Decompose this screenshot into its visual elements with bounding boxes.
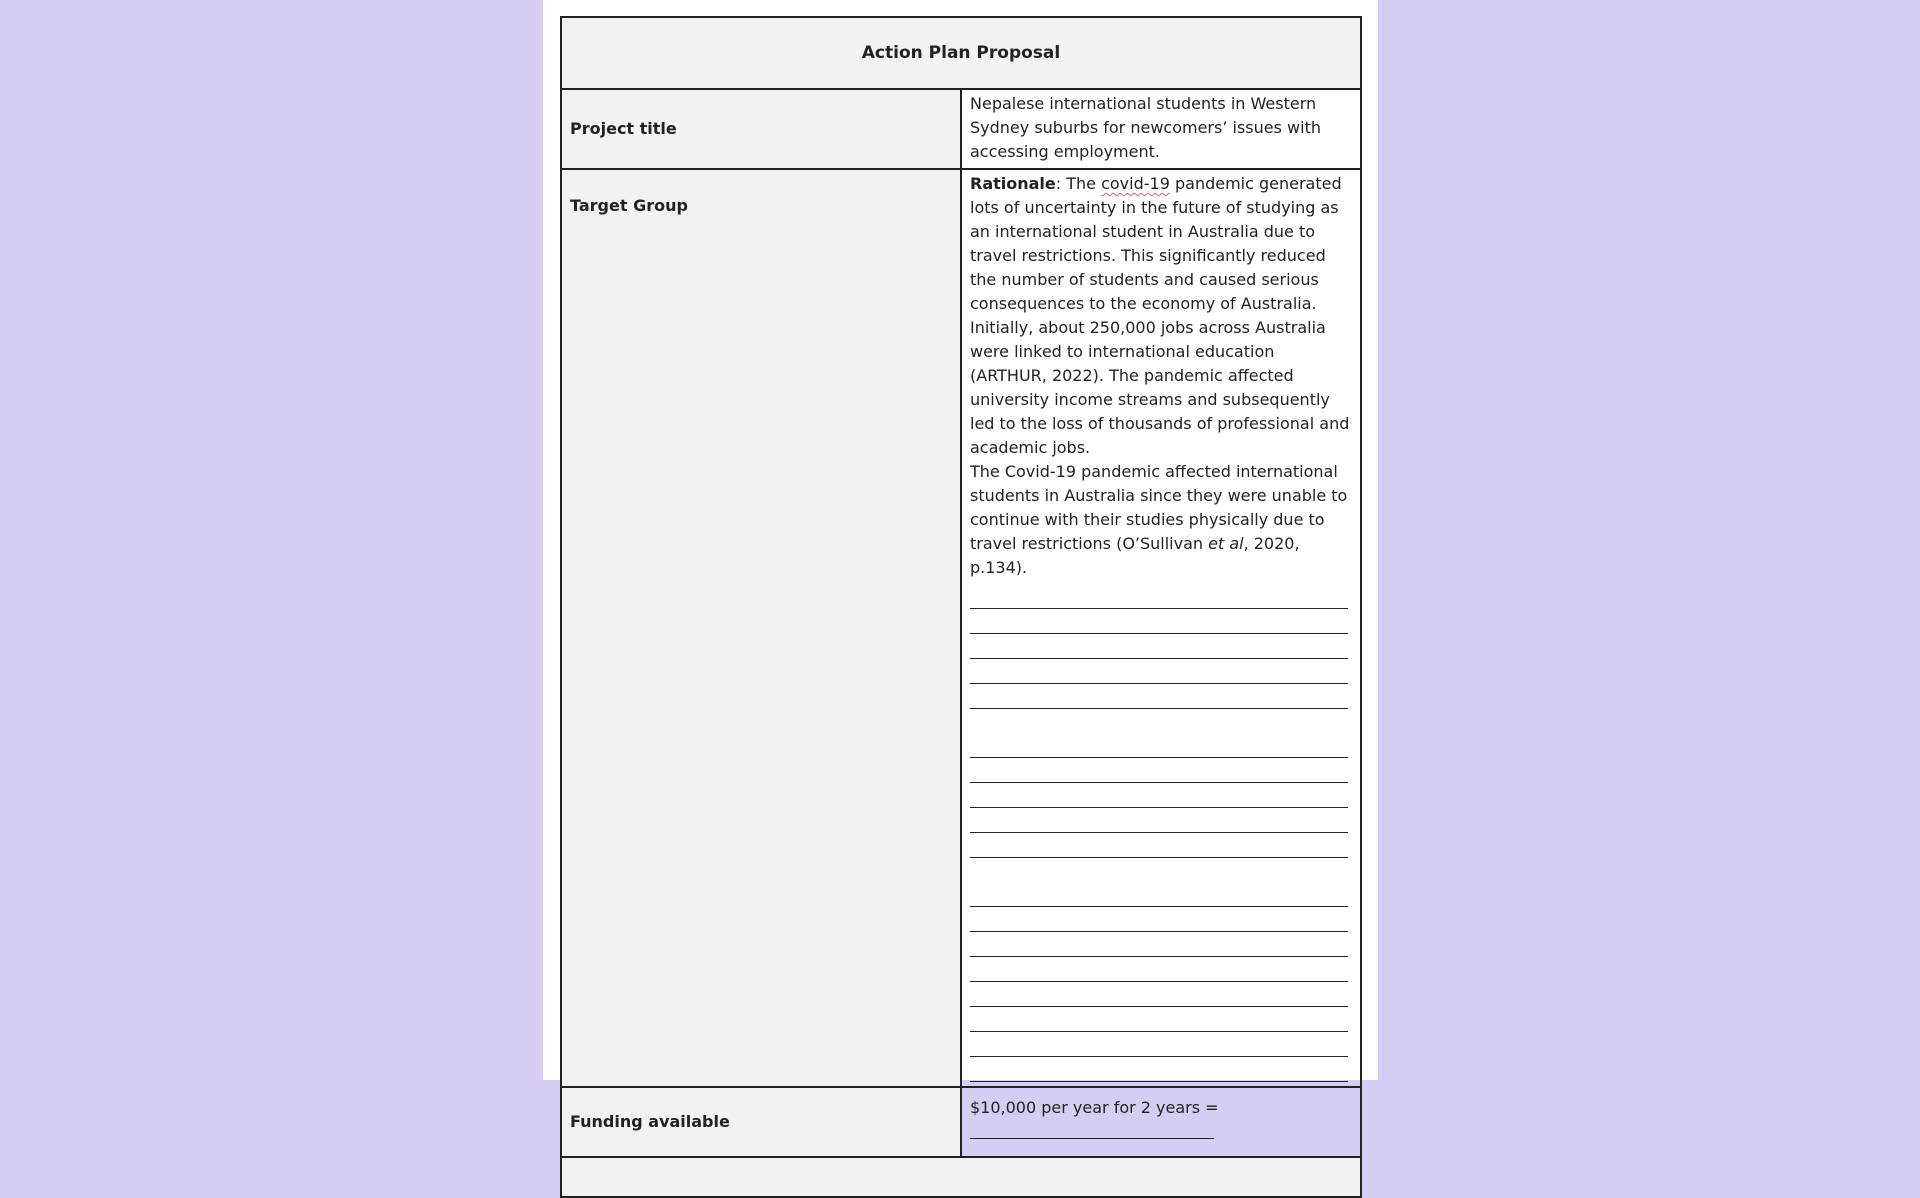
answer-line[interactable] [970,808,1348,833]
covid-text-end: , 2020, p.134). [970,534,1300,577]
target-group-label: Target Group [561,169,961,1087]
funding-text: $10,000 per year for 2 years = [970,1098,1219,1117]
answer-line[interactable] [970,833,1348,858]
table-row [561,89,1361,169]
answer-line[interactable] [970,584,1348,609]
answer-line[interactable] [970,932,1348,957]
line-gap [970,858,1352,882]
spellcheck-word[interactable]: covid-19 [1101,174,1170,193]
next-section-cell [561,1157,1361,1197]
answer-line[interactable] [970,1032,1348,1057]
answer-line[interactable] [970,609,1348,634]
action-plan-table [560,16,1362,1198]
target-group-value[interactable] [961,169,1361,1087]
funding-answer-line[interactable] [970,1120,1214,1139]
answer-line[interactable] [970,957,1348,982]
answer-line[interactable] [970,634,1348,659]
funding-label: Funding available [561,1087,961,1157]
answer-line[interactable] [970,1057,1348,1082]
answer-line[interactable] [970,684,1348,709]
answer-line[interactable] [970,982,1348,1007]
funding-value[interactable] [961,1087,1361,1157]
line-gap [970,709,1352,733]
answer-line[interactable] [970,758,1348,783]
citation-italic: et al [1208,534,1244,553]
answer-line[interactable] [970,882,1348,907]
rationale-label: Rationale [970,174,1056,193]
rationale-paragraph [970,172,1352,460]
table-row [561,1087,1361,1157]
rationale-separator: : The [1055,174,1102,193]
covid-text-start: The Covid-19 pandemic affected international students in Australia since they were unable to continue with their studies physically due to travel restrictions (O’Sullivan [970,462,1348,553]
answer-line[interactable] [970,659,1348,684]
project-title-text: Nepalese international students in Western Sydney suburbs for newcomers’ issues with accessing employment. [970,94,1321,161]
answer-line[interactable] [970,783,1348,808]
answer-line[interactable] [970,1007,1348,1032]
covid-paragraph [970,460,1352,580]
project-title-value[interactable] [961,89,1361,169]
rationale-text: pandemic generated lots of uncertainty in the future of studying as an international student in Australia due to travel restrictions. This significantly reduced the number of students and caused serious consequences to the economy of Australia. Initially, about 250,000 jobs across Australia were linked to international education (ARTHUR, 2022). The pandemic affected university income streams and subsequently led to the loss of thousands of professional and academic jobs. [970,174,1350,457]
table-row [561,1157,1361,1197]
table-row [561,169,1361,1087]
answer-line[interactable] [970,733,1348,758]
project-title-label: Project title [561,89,961,169]
document-page [543,0,1378,1131]
answer-line[interactable] [970,907,1348,932]
table-title: Action Plan Proposal [561,17,1361,89]
answer-lines[interactable] [970,584,1352,1082]
